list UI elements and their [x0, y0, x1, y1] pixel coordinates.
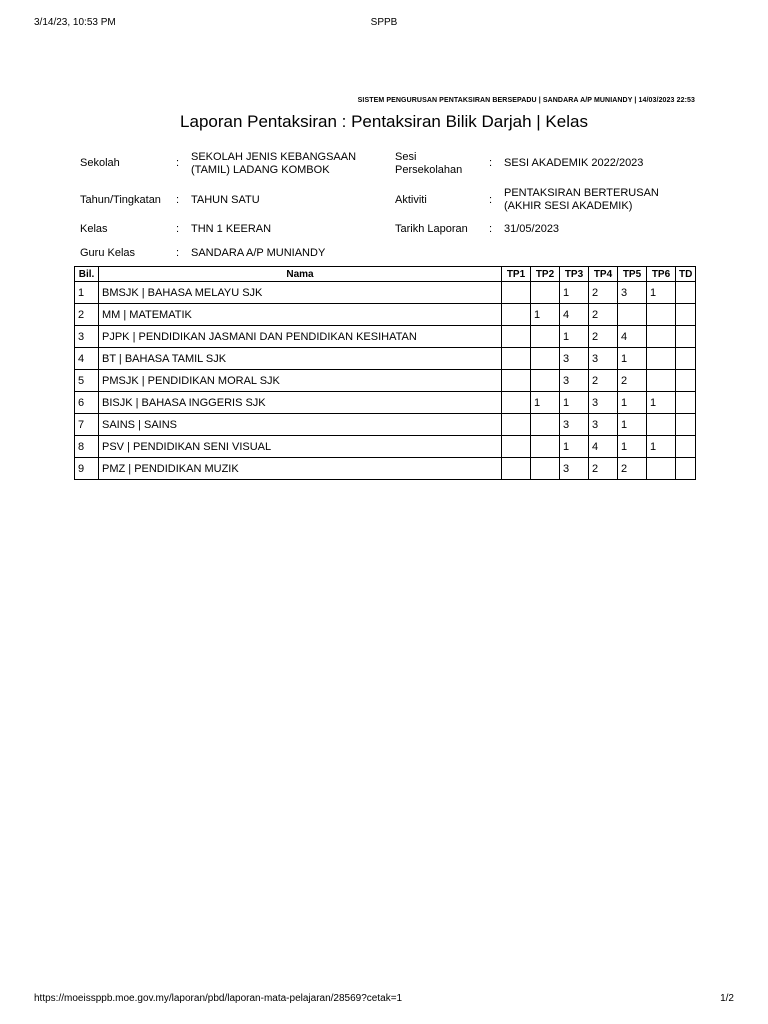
report-title: Laporan Pentaksiran : Pentaksiran Bilik Darjah | Kelas [180, 112, 588, 131]
tp-count [502, 370, 531, 392]
tp-count [502, 458, 531, 480]
tp-count [676, 392, 696, 414]
tarikh-label: Tarikh Laporan [395, 223, 468, 235]
tp-count [647, 458, 676, 480]
column-header: TP4 [589, 267, 618, 282]
tp-count [618, 304, 647, 326]
guru-label: Guru Kelas [80, 247, 136, 259]
tp-count: 1 [647, 436, 676, 458]
tp-count: 2 [589, 304, 618, 326]
tp-count [502, 392, 531, 414]
tp-count [647, 326, 676, 348]
sesi-label-1: Sesi [395, 151, 417, 163]
tp-count: 2 [589, 370, 618, 392]
tp-count: 1 [560, 326, 589, 348]
tp-count: 1 [647, 282, 676, 304]
tp-count: 1 [647, 392, 676, 414]
tp-count [676, 370, 696, 392]
tp-count: 3 [589, 392, 618, 414]
tp-count: 3 [589, 414, 618, 436]
subject-name: BMSJK | BAHASA MELAYU SJK [99, 282, 502, 304]
sekolah-colon: : [176, 157, 180, 169]
sekolah-value-2: (TAMIL) LADANG KOMBOK [191, 164, 330, 176]
tp-count: 3 [560, 348, 589, 370]
tarikh-colon: : [489, 223, 493, 235]
tp-count [647, 370, 676, 392]
page-number: 1/2 [720, 993, 734, 1004]
column-header: TP2 [531, 267, 560, 282]
column-header: Bil. [75, 267, 99, 282]
table-row [75, 326, 696, 348]
subject-name: BISJK | BAHASA INGGERIS SJK [99, 392, 502, 414]
tp-count [531, 436, 560, 458]
tp-count: 1 [618, 392, 647, 414]
row-number: 3 [75, 326, 99, 348]
tp-count: 3 [560, 458, 589, 480]
tp-count: 1 [560, 436, 589, 458]
table-row [75, 414, 696, 436]
sesi-value: SESI AKADEMIK 2022/2023 [504, 157, 644, 169]
table-row [75, 304, 696, 326]
tp-count [647, 414, 676, 436]
tp-count: 2 [589, 326, 618, 348]
tahun-colon: : [176, 194, 180, 206]
table-row [75, 370, 696, 392]
table-row [75, 348, 696, 370]
tp-count: 4 [589, 436, 618, 458]
tahun-label: Tahun/Tingkatan [80, 194, 161, 206]
sesi-label-2: Persekolahan [395, 164, 463, 176]
tp-count: 3 [589, 348, 618, 370]
tp-count [676, 458, 696, 480]
system-line: SISTEM PENGURUSAN PENTAKSIRAN BERSEPADU | SANDARA A/P MUNIANDY | 14/03/2023 22:53 [357, 97, 695, 104]
tp-count: 3 [560, 370, 589, 392]
tp-count [502, 436, 531, 458]
sekolah-label: Sekolah [80, 157, 120, 169]
tp-count [647, 304, 676, 326]
table-row [75, 282, 696, 304]
aktiviti-colon: : [489, 194, 493, 206]
tp-count: 1 [560, 282, 589, 304]
print-url: https://moeissppb.moe.gov.my/laporan/pbd/laporan-mata-pelajaran/28569?cetak=1 [34, 993, 403, 1004]
table-row [75, 392, 696, 414]
tp-count: 1 [618, 436, 647, 458]
column-header: TP1 [502, 267, 531, 282]
tp-count: 1 [618, 414, 647, 436]
row-number: 9 [75, 458, 99, 480]
sekolah-value-1: SEKOLAH JENIS KEBANGSAAN [191, 151, 357, 163]
table-header-row [75, 267, 696, 282]
tp-count: 1 [531, 304, 560, 326]
tp-count [676, 348, 696, 370]
row-number: 6 [75, 392, 99, 414]
row-number: 8 [75, 436, 99, 458]
subject-name: BT | BAHASA TAMIL SJK [99, 348, 502, 370]
tp-count [502, 282, 531, 304]
tp-count [502, 414, 531, 436]
tp-count: 2 [618, 370, 647, 392]
tp-count: 1 [531, 392, 560, 414]
kelas-label: Kelas [80, 223, 108, 235]
subject-name: PMZ | PENDIDIKAN MUZIK [99, 458, 502, 480]
kelas-value: THN 1 KEERAN [191, 223, 272, 235]
column-header: TP6 [647, 267, 676, 282]
tp-count: 1 [618, 348, 647, 370]
tp-count [502, 326, 531, 348]
tp-count [676, 414, 696, 436]
column-header: Nama [99, 267, 502, 282]
guru-colon: : [176, 247, 180, 259]
tp-count: 2 [618, 458, 647, 480]
tp-count [531, 348, 560, 370]
tp-count: 1 [560, 392, 589, 414]
row-number: 5 [75, 370, 99, 392]
subject-name: PJPK | PENDIDIKAN JASMANI DAN PENDIDIKAN KESIHATAN [99, 326, 502, 348]
row-number: 2 [75, 304, 99, 326]
subject-name: MM | MATEMATIK [99, 304, 502, 326]
sesi-colon: : [489, 157, 493, 169]
tp-count [676, 282, 696, 304]
column-header: TP3 [560, 267, 589, 282]
tp-count [676, 304, 696, 326]
subject-name: SAINS | SAINS [99, 414, 502, 436]
report-info [0, 0, 768, 266]
row-number: 1 [75, 282, 99, 304]
aktiviti-label: Aktiviti [395, 194, 427, 206]
tp-count: 2 [589, 282, 618, 304]
print-datetime: 3/14/23, 10:53 PM [34, 17, 116, 28]
tp-count [531, 458, 560, 480]
tp-count [531, 282, 560, 304]
kelas-colon: : [176, 223, 180, 235]
tp-count [531, 414, 560, 436]
tp-count [531, 326, 560, 348]
table-row [75, 436, 696, 458]
tahun-value: TAHUN SATU [191, 194, 260, 206]
tp-count: 3 [618, 282, 647, 304]
tp-count: 4 [560, 304, 589, 326]
tp-count [502, 304, 531, 326]
assessment-table [74, 266, 696, 480]
tp-count [676, 326, 696, 348]
aktiviti-value-2: (AKHIR SESI AKADEMIK) [504, 200, 633, 212]
tp-count: 2 [589, 458, 618, 480]
column-header: TP5 [618, 267, 647, 282]
table-row [75, 458, 696, 480]
tarikh-value: 31/05/2023 [504, 223, 560, 235]
aktiviti-value-1: PENTAKSIRAN BERTERUSAN [504, 187, 659, 199]
column-header: TD [676, 267, 696, 282]
tp-count [647, 348, 676, 370]
tp-count: 3 [560, 414, 589, 436]
tp-count: 4 [618, 326, 647, 348]
subject-name: PSV | PENDIDIKAN SENI VISUAL [99, 436, 502, 458]
tp-count [676, 436, 696, 458]
row-number: 4 [75, 348, 99, 370]
subject-name: PMSJK | PENDIDIKAN MORAL SJK [99, 370, 502, 392]
row-number: 7 [75, 414, 99, 436]
print-title: SPPB [370, 17, 398, 28]
tp-count [531, 370, 560, 392]
guru-value: SANDARA A/P MUNIANDY [191, 247, 326, 259]
tp-count [502, 348, 531, 370]
